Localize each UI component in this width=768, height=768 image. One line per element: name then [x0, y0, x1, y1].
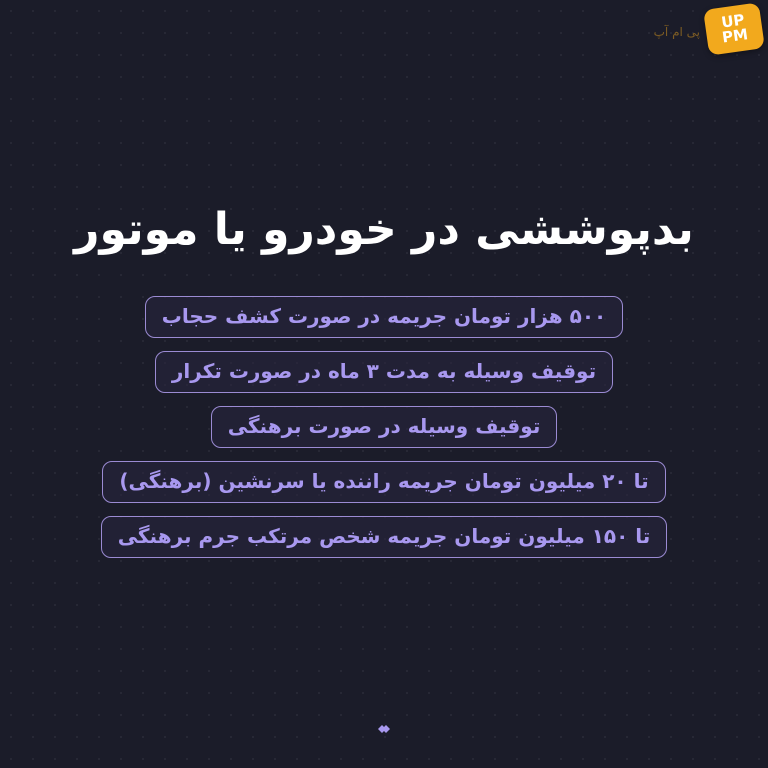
- penalty-item-2: توقیف وسیله به مدت ۳ ماه در صورت تکرار: [155, 351, 613, 393]
- penalty-item-4: تا ۲۰ میلیون تومان جریمه راننده یا سرنشین (برهنگی): [102, 461, 665, 503]
- logo-badge-line1: UP: [720, 10, 746, 32]
- page-title: بدپوششی در خودرو یا موتور: [74, 204, 694, 255]
- upm-logo-badge: [703, 2, 765, 55]
- brand-logo: [654, 6, 762, 52]
- logo-caption: پی ام آپ: [653, 25, 700, 39]
- penalty-item-3: توقیف وسیله در صورت برهنگی: [211, 406, 558, 448]
- logo-badge-line2: PM: [720, 25, 750, 47]
- diamond-mark-icon: [376, 723, 392, 735]
- penalty-list: [0, 296, 768, 558]
- penalty-item-1: ۵۰۰ هزار تومان جریمه در صورت کشف حجاب: [145, 296, 623, 338]
- penalty-item-5: تا ۱۵۰ میلیون تومان جریمه شخص مرتکب جرم برهنگی: [101, 516, 668, 558]
